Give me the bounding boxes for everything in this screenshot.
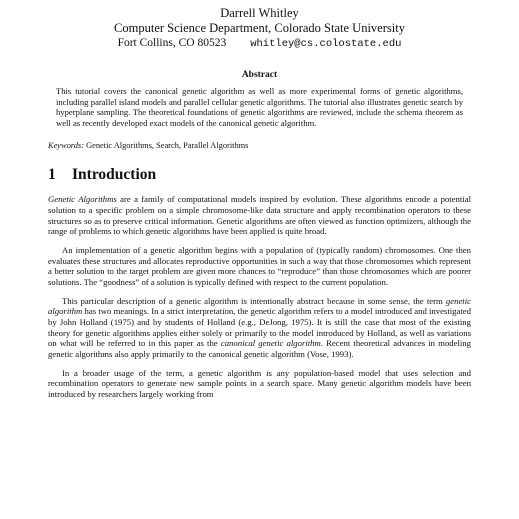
- body-paragraph-2: An implementation of a genetic algorithm begins with a population of (typically random) chromosomes. One then evaluates these structures and allocates reproductive opportunities in such a way that those chromosomes which represent a better solution to the target problem are given more chances to “reproduce” than those chromosomes which are poorer solutions. The “goodness” of a solution is typically defined with respect to the current population.: [48, 245, 471, 287]
- section-title: Introduction: [72, 166, 157, 184]
- keywords-label: Keywords:: [48, 141, 84, 151]
- paragraph-3-italic-1: genetic algorithm: [48, 295, 471, 317]
- paragraph-3-text-a: This particular description of a genetic algorithm is intentionally abstract because in some sense, the term: [62, 295, 446, 306]
- keywords: [48, 141, 471, 150]
- section-heading-introduction: [48, 166, 471, 184]
- body-paragraph-1: [48, 194, 471, 237]
- body-paragraph-4: In a broader usage of the term, a genetic algorithm is any population-based model that uses selection and recombination operators to generate new sample points in a search space. Many genetic algorithm models have been introduced by researchers largely working from: [48, 367, 471, 399]
- paragraph-1-text: are a family of computational models inspired by evolution. These algorithms encode a potential solution to a specific problem on a simple chromosome-like data structure and apply recombination operators to these structures so as to preserve critical information. Genetic algorithms are often viewed as function optimizers, although the range of problems to which genetic algorithms have been applied is quite broad.: [48, 194, 471, 237]
- paragraph-3-italic-2: canonical genetic algorithm: [220, 338, 321, 349]
- paragraph-3-text-b: has two meanings. In a strict interpretation, the genetic algorithm refers to a model introduced and investigated by John Holland (1975) and by students of Holland (e.g., DeJong, 1975). It is still the case that most of the existing theory for genetic algorithms applies either solely or primarily to the model introduced by Holland, as well as variations on what will be referred to in this paper as the: [48, 306, 471, 349]
- author-address: Fort Collins, CO 80523: [117, 37, 227, 49]
- paragraph-lead-term: Genetic Algorithms: [48, 194, 117, 205]
- paragraph-3-text-c: . Recent theoretical advances in modeling genetic algorithms also apply primarily to the canonical genetic algorithm (Vose, 1993).: [48, 338, 471, 359]
- abstract-text: This tutorial covers the canonical genetic algorithm as well as more experimental forms of genetic algorithms, including parallel island models and parallel cellular genetic algorithms. The tutorial also illustrates genetic search by hyperplane sampling. The theoretical foundations of genetic algorithms are reviewed, include the schema theorem as well as recently developed exact models of the canonical genetic algorithm.: [56, 86, 463, 128]
- author-email: whitley@cs.colostate.edu: [250, 38, 402, 50]
- author-address-line: [48, 36, 471, 52]
- author-affiliation: Computer Science Department, Colorado State University: [114, 21, 405, 35]
- body-paragraph-3: [48, 296, 471, 360]
- section-number: 1: [48, 166, 56, 184]
- keywords-text: Genetic Algorithms, Search, Parallel Algorithms: [86, 141, 249, 151]
- author-name: Darrell Whitley: [220, 6, 299, 20]
- author-block: [48, 0, 471, 52]
- abstract-heading: Abstract: [241, 70, 278, 80]
